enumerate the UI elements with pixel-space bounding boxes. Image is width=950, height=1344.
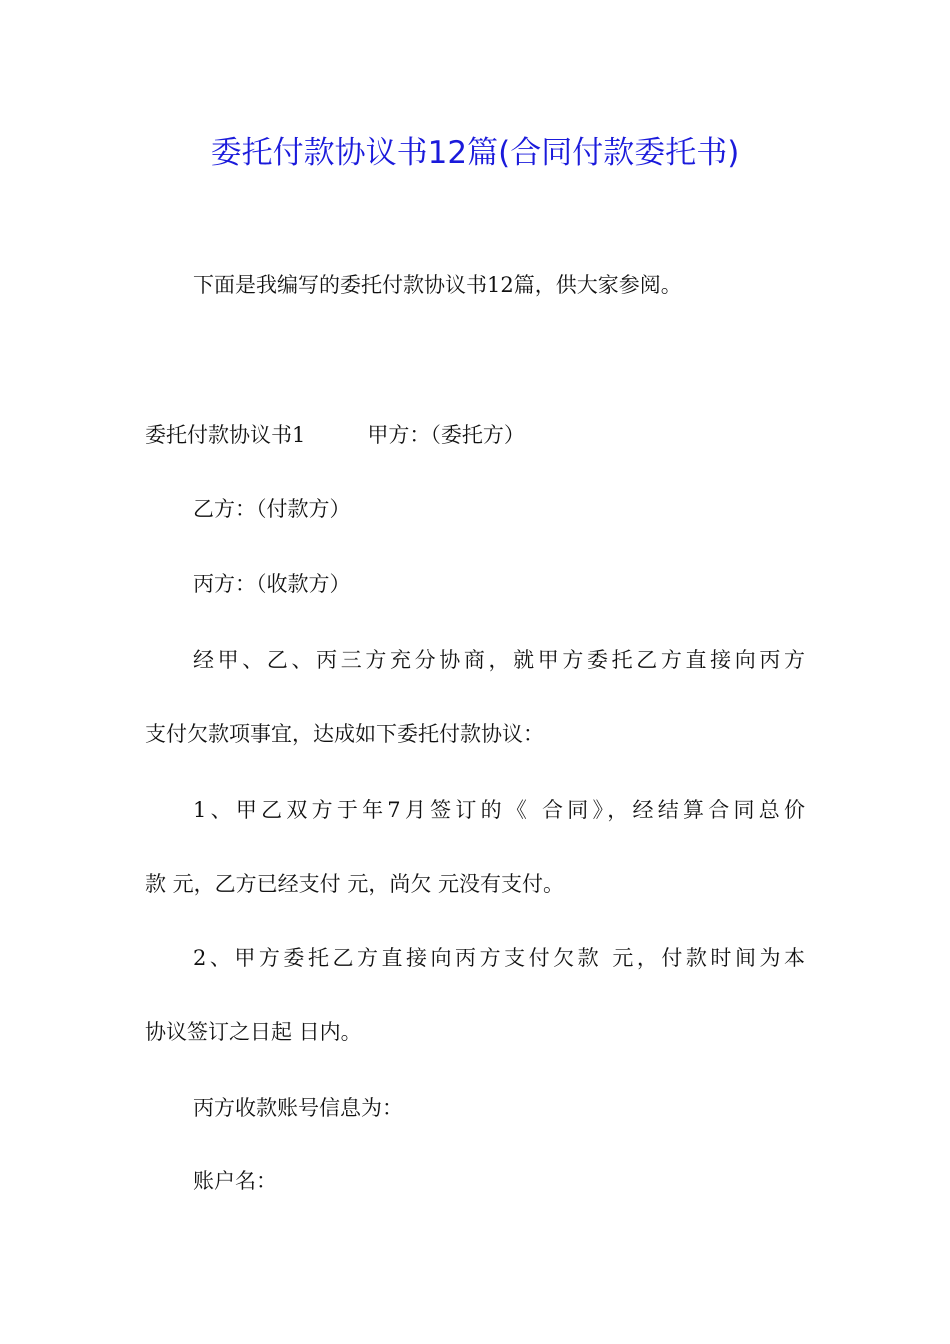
section-heading: 委托付款协议书1: [145, 423, 306, 447]
intro-text: 下面是我编写的委托付款协议书12篇，供大家参阅。: [193, 273, 682, 297]
item-1-line-1: 1、甲乙双方于年7月签订的《 合同》，经结算合同总价: [193, 798, 805, 822]
section-heading-row: [145, 420, 525, 450]
item-2-line-1: 2、甲方委托乙方直接向丙方支付欠款 元，付款时间为本: [193, 946, 805, 970]
item-1-line-2: 款 元，乙方已经支付 元，尚欠 元没有支付。: [145, 872, 565, 896]
paragraph-1-line-1: 经甲、乙、丙三方充分协商，就甲方委托乙方直接向丙方: [193, 648, 805, 672]
account-info-label: 丙方收款账号信息为：: [193, 1096, 403, 1120]
account-name-label: 账户名：: [193, 1169, 277, 1193]
document-title: 委托付款协议书12篇(合同付款委托书): [210, 135, 740, 171]
party-c-label: 丙方：（收款方）: [193, 572, 351, 596]
item-2-line-2: 协议签订之日起 日内。: [145, 1020, 362, 1044]
party-a-label: 甲方：（委托方）: [367, 423, 525, 447]
party-b-label: 乙方：（付款方）: [193, 497, 351, 521]
paragraph-1-line-2: 支付欠款项事宜，达成如下委托付款协议：: [145, 722, 544, 746]
